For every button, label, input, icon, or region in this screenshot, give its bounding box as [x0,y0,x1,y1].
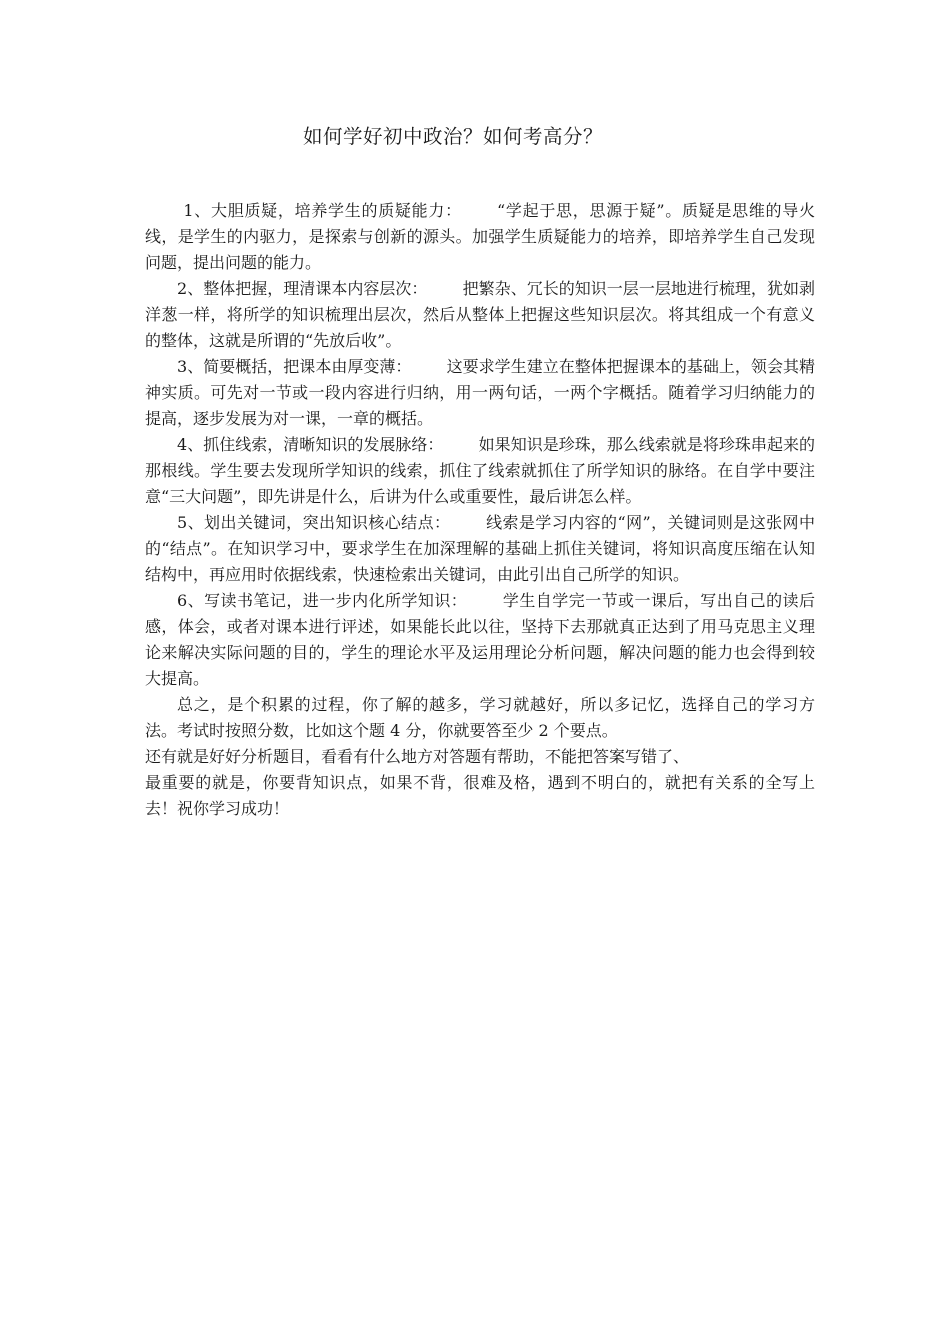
section-2-heading: 2、整体把握，理清课本内容层次： [177,279,428,298]
document-body [145,198,815,822]
section-2 [145,276,815,354]
section-4 [145,432,815,510]
section-6-body: 学生自学完一节或一课后，写出自己的读后感，体会，或者对课本进行评述，如果能长此以往，坚持下去那就真正达到了用马克思主义理论来解决实际问题的目的，学生的理论水平及运用理论分析问题，解决问题的能力也会得到较大提高。 [145,591,815,688]
section-6 [145,588,815,692]
section-1 [145,198,815,276]
section-3 [145,354,815,432]
summary-paragraph: 总之，是个积累的过程，你了解的越多，学习就越好，所以多记忆，选择自己的学习方法。考试时按照分数，比如这个题 4 分，你就要答至少 2 个要点。 [145,695,815,740]
section-5-heading: 5、划出关键词，突出知识核心结点： [177,513,451,532]
section-2-body: 把繁杂、冗长的知识一层一层地进行梳理，犹如剥洋葱一样，将所学的知识梳理出层次，然后从整体上把握这些知识层次。将其组成一个有意义的整体，这就是所谓的“先放后收”。 [145,279,815,350]
section-5 [145,510,815,588]
section-4-body: 如果知识是珍珠，那么线索就是将珍珠串起来的那根线。学生要去发现所学知识的线索，抓住了线索就抓住了所学知识的脉络。在自学中要注意“三大问题”，即先讲是什么，后讲为什么或重要性，最后讲怎么样。 [145,435,815,506]
section-5-body: 线索是学习内容的“网”，关键词则是这张网中的“结点”。在知识学习中，要求学生在加深理解的基础上抓住关键词，将知识高度压缩在认知结构中，再应用时依据线索，快速检索出关键词，由此引出自己所学的知识。 [145,513,815,584]
document-title: 如何学好初中政治？如何考高分？ [302,125,603,148]
section-1-heading: 1、大胆质疑，培养学生的质疑能力： [183,201,462,220]
section-3-heading: 3、简要概括，把课本由厚变薄： [177,357,412,376]
section-1-body: “学起于思，思源于疑”。质疑是思维的导火线，是学生的内驱力，是探索与创新的源头。加强学生质疑能力的培养，即培养学生自己发现问题，提出问题的能力。 [145,201,815,272]
section-4-heading: 4、抓住线索，清晰知识的发展脉络： [177,435,444,454]
section-3-body: 这要求学生建立在整体把握课本的基础上，领会其精神实质。可先对一节或一段内容进行归纳，用一两句话，一两个字概括。随着学习归纳能力的提高，逐步发展为对一课，一章的概括。 [145,357,815,428]
extra-line-2: 最重要的就是，你要背知识点，如果不背，很难及格，遇到不明白的，就把有关系的全写上去！祝你学习成功！ [145,773,815,818]
section-6-heading: 6、写读书笔记，进一步内化所学知识： [177,591,468,610]
extra-line-1: 还有就是好好分析题目，看看有什么地方对答题有帮助，不能把答案写错了、 [145,747,690,766]
